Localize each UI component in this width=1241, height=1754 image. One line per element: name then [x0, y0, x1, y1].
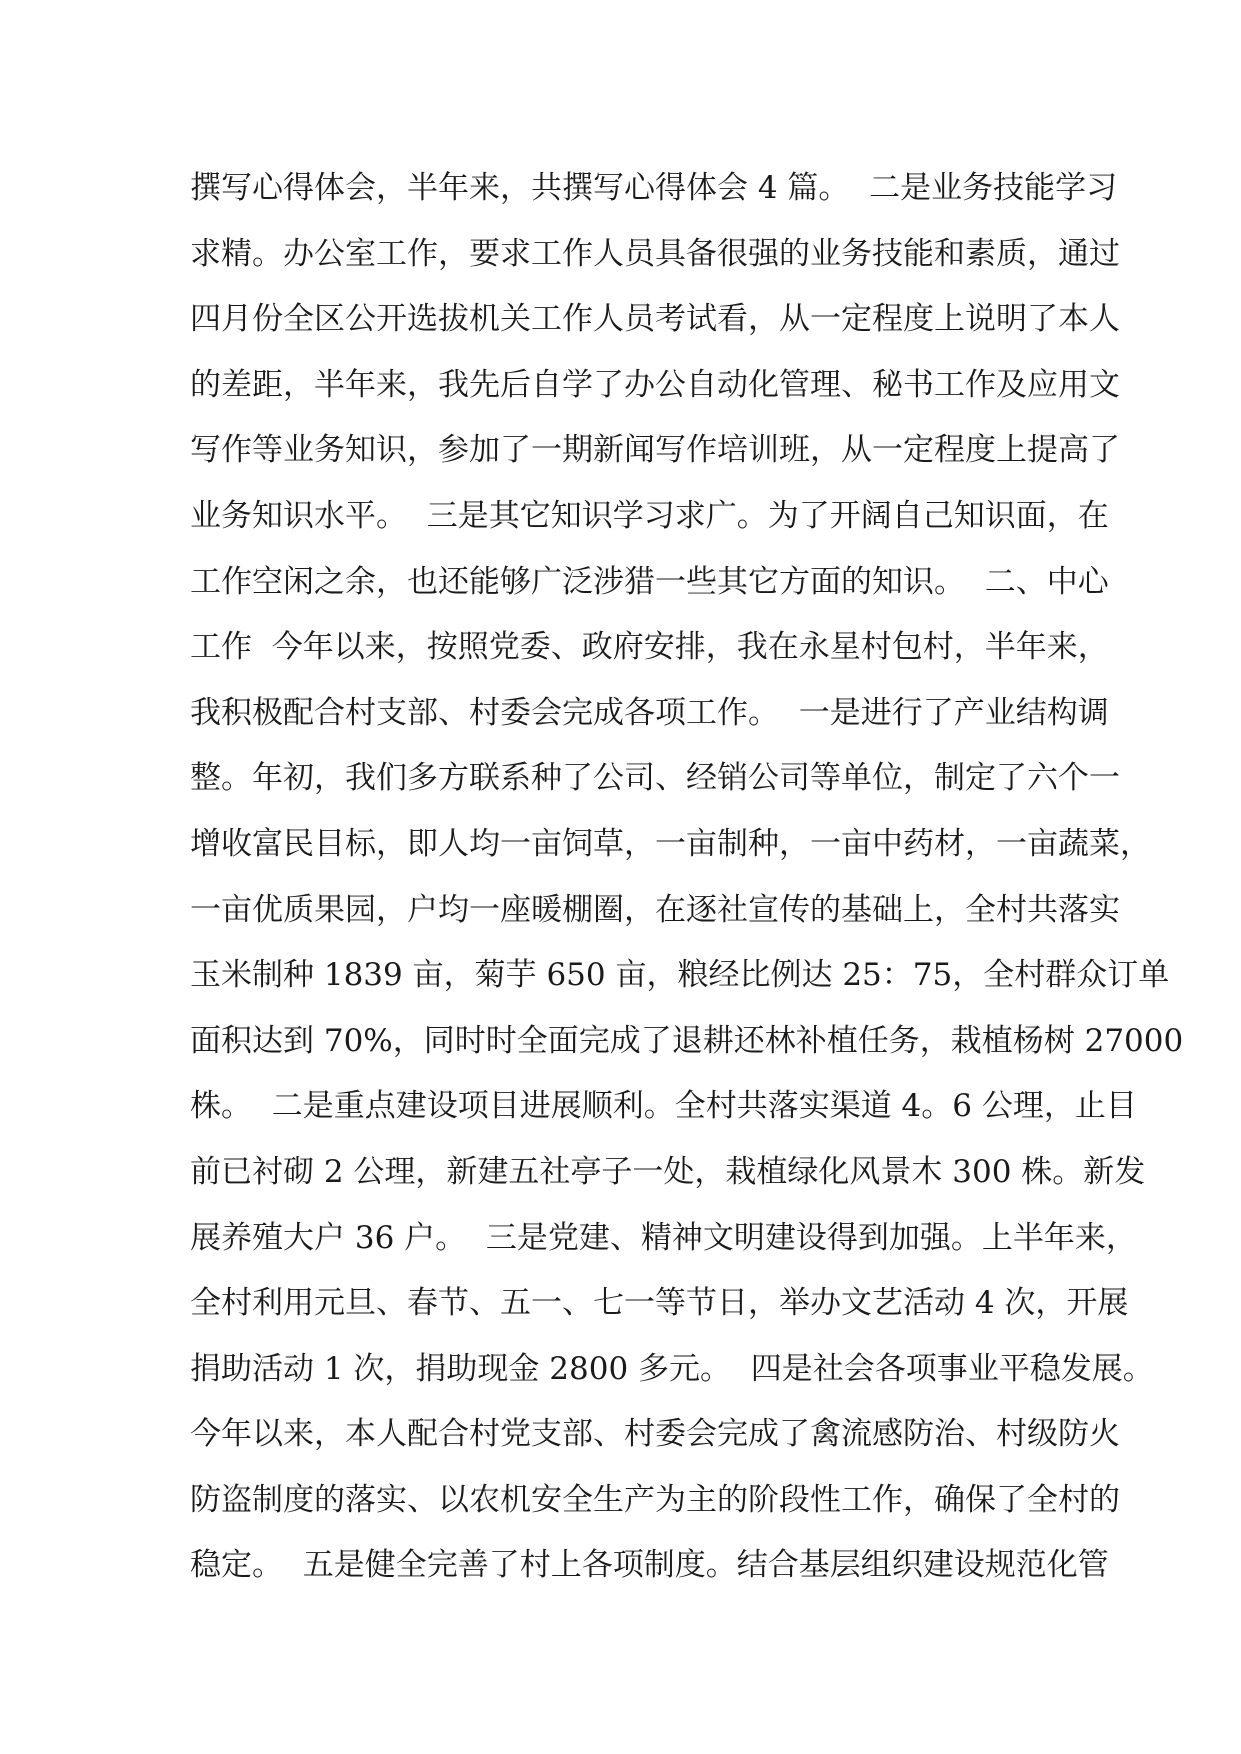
text-line: 撰写心得体会，半年来，共撰写心得体会 4 篇。 二是业务技能学习 — [190, 170, 1118, 206]
text-line: 防盗制度的落实、以农机安全生产为主的阶段性工作，确保了全村的 — [190, 1481, 1120, 1518]
text-line: 工作 今年以来，按照党委、政府安排，我在永星村包村，半年来， — [190, 629, 1109, 666]
text-line: 稳定。 五是健全完善了村上各项制度。结合基层组织建设规范化管 — [190, 1547, 1109, 1584]
text-line: 一亩优质果园，户均一座暖棚圈，在逐社宣传的基础上，全村共落实 — [190, 891, 1120, 928]
text-line: 前已衬砌 2 公理，新建五社亭子一处，栽植绿化风景木 300 株。新发 — [190, 1153, 1146, 1190]
text-line: 玉米制种 1839 亩，菊芋 650 亩，粮经比例达 25：75，全村群众订单 — [190, 957, 1170, 994]
text-line: 面积达到 70%，同时时全面完成了退耕还林补植任务，栽植杨树 27000 — [190, 1022, 1184, 1059]
text-line: 求精。办公室工作，要求工作人员具备很强的业务技能和素质，通过 — [190, 235, 1120, 272]
text-line: 捐助活动 1 次，捐助现金 2800 多元。 四是社会各项事业平稳发展。 — [190, 1350, 1154, 1387]
text-line: 工作空闲之余，也还能够广泛涉猎一些其它方面的知识。 二、中心 — [190, 563, 1109, 600]
text-line: 株。 二是重点建设项目进展顺利。全村共落实渠道 4。6 公理，止目 — [190, 1088, 1137, 1125]
text-line: 四月份全区公开选拔机关工作人员考试看，从一定程度上说明了本人 — [190, 301, 1120, 338]
text-line: 写作等业务知识，参加了一期新闻写作培训班，从一定程度上提高了 — [190, 432, 1120, 469]
text-line: 增收富民目标，即人均一亩饲草，一亩制种，一亩中药材，一亩蔬菜， — [190, 825, 1151, 862]
text-line: 展养殖大户 36 户。 三是党建、精神文明建设得到加强。上半年来， — [190, 1219, 1137, 1256]
text-line: 的差距，半年来，我先后自学了办公自动化管理、秘书工作及应用文 — [190, 366, 1120, 403]
text-line: 今年以来，本人配合村党支部、村委会完成了禽流感防治、村级防火 — [190, 1416, 1120, 1453]
text-line: 整。年初，我们多方联系种了公司、经销公司等单位，制定了六个一 — [190, 760, 1120, 797]
body-text — [190, 156, 1184, 1599]
text-line: 我积极配合村支部、村委会完成各项工作。 一是进行了产业结构调 — [190, 694, 1109, 731]
text-line: 全村利用元旦、春节、五一、七一等节日，举办文艺活动 4 次，开展 — [190, 1285, 1129, 1322]
text-line: 业务知识水平。 三是其它知识学习求广。为了开阔自己知识面，在 — [190, 497, 1109, 534]
